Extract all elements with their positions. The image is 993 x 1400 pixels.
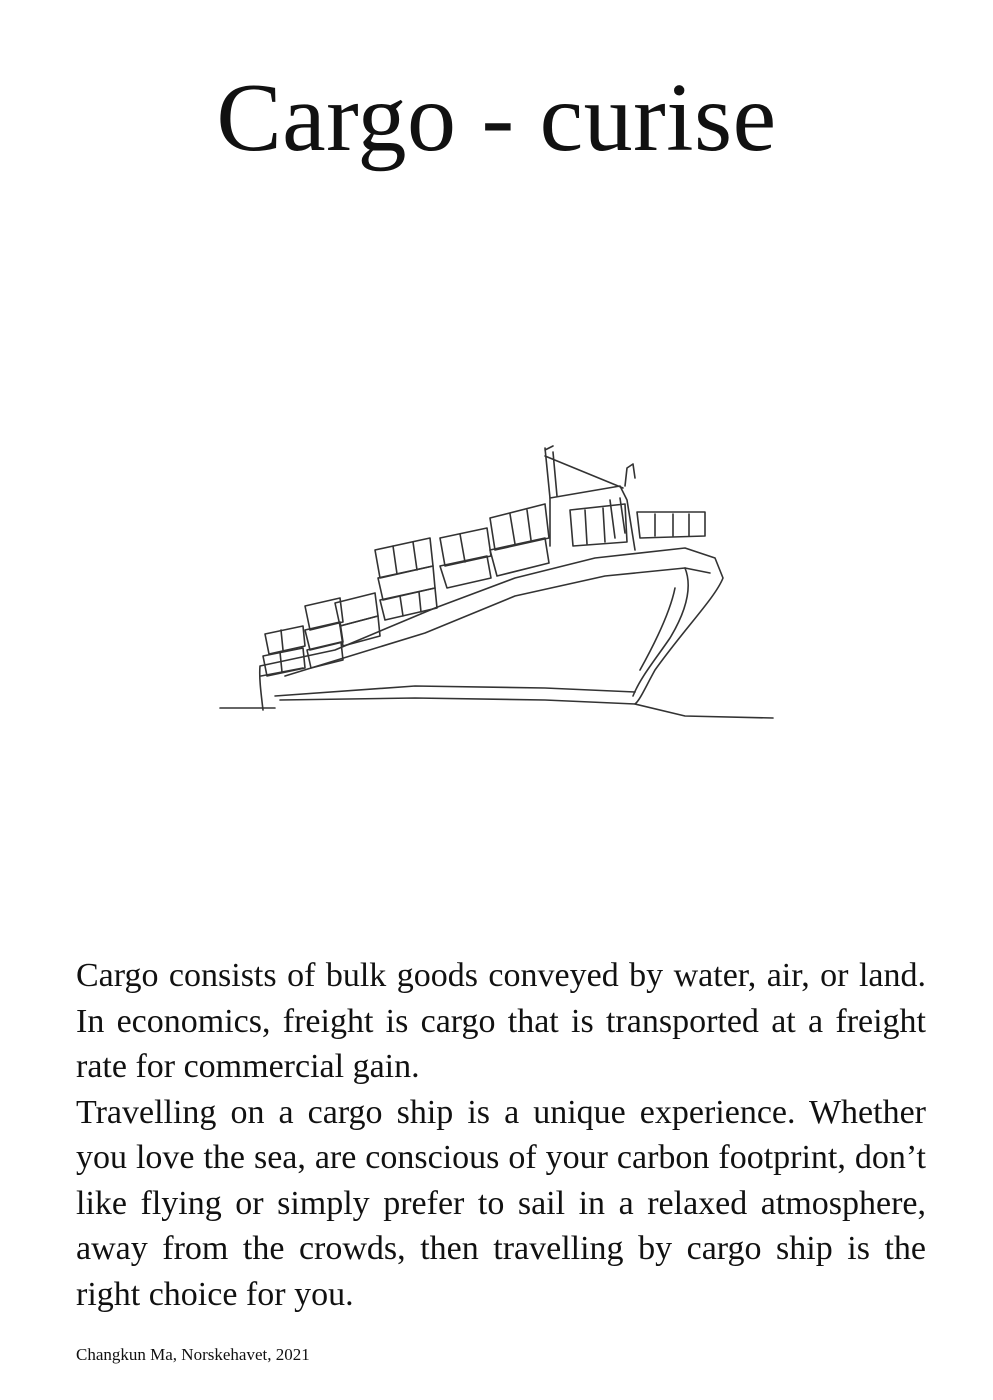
body-text bbox=[76, 953, 926, 1317]
author-credit: Changkun Ma, Norskehavet, 2021 bbox=[76, 1345, 310, 1364]
cargo-ship-icon bbox=[215, 438, 780, 728]
cargo-ship-illustration bbox=[215, 438, 780, 728]
page-title: Cargo - curise bbox=[216, 64, 777, 172]
paragraph-cargo-travel: Travelling on a cargo ship is a unique experience. Whether you love the sea, are conscious of your carbon footprint, don’t like flying or simply prefer to sail in a relaxed atmosphere, away from the crowds, then travelling by cargo ship is the right choice for you. bbox=[76, 1093, 926, 1313]
paragraph-cargo-definition: Cargo consists of bulk goods conveyed by water, air, or land. In economics, freight is cargo that is transported at a freight rate for commercial gain. bbox=[76, 957, 926, 1085]
